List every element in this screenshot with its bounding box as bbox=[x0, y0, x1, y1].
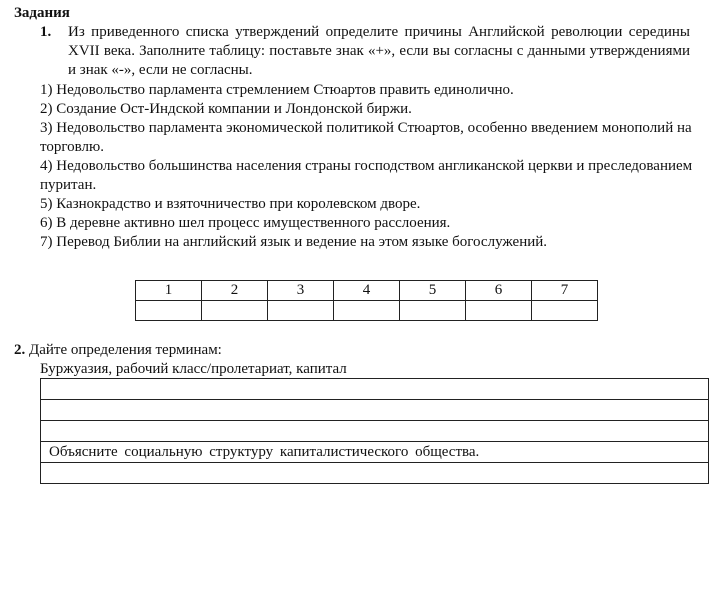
answer-table-header-cell: 6 bbox=[466, 281, 532, 301]
answer-table-header-cell: 1 bbox=[136, 281, 202, 301]
answer-cell[interactable] bbox=[466, 301, 532, 321]
statement-item: 5) Казнокрадство и взяточничество при королевском дворе. bbox=[40, 196, 421, 212]
answer-line[interactable] bbox=[41, 421, 709, 442]
task-2-prompt: Дайте определения терминам: bbox=[29, 342, 222, 358]
answer-cell[interactable] bbox=[268, 301, 334, 321]
answer-line[interactable] bbox=[41, 400, 709, 421]
answer-cell[interactable] bbox=[532, 301, 598, 321]
answer-cell[interactable] bbox=[202, 301, 268, 321]
task-1-text: Из приведенного списка утверждений определите причины Английской революции середины XVII века. Заполните таблицу: поставьте знак «+», если вы согласны с данными утверждениями и знак «-», если не согласны. bbox=[68, 24, 690, 78]
answer-table-input-row bbox=[136, 301, 598, 321]
answer-table-header-cell: 7 bbox=[532, 281, 598, 301]
answer-cell[interactable] bbox=[400, 301, 466, 321]
answer-table-header-cell: 5 bbox=[400, 281, 466, 301]
page-heading: Задания bbox=[14, 5, 70, 21]
task-1-number: 1. bbox=[40, 24, 52, 40]
answer-cell[interactable] bbox=[334, 301, 400, 321]
statement-item: 1) Недовольство парламента стремлением Стюартов править единолично. bbox=[40, 82, 514, 98]
statement-item: 3) Недовольство парламента экономической политикой Стюартов, особенно введением монополий на торговлю. bbox=[40, 120, 692, 155]
answer-table-header-row bbox=[136, 281, 598, 301]
statement-item: 7) Перевод Библии на английский язык и ведение на этом языке богослужений. bbox=[40, 234, 548, 250]
answer-line[interactable] bbox=[41, 379, 709, 400]
task-2 bbox=[14, 341, 222, 360]
answer-table-header-cell: 2 bbox=[202, 281, 268, 301]
statement-list bbox=[40, 81, 708, 252]
task-2-terms: Буржуазия, рабочий класс/пролетариат, капитал bbox=[40, 361, 347, 377]
explain-prompt: Объясните социальную структуру капиталистического общества. bbox=[41, 442, 709, 463]
answer-lines bbox=[40, 378, 709, 484]
answer-table-header-cell: 3 bbox=[268, 281, 334, 301]
answer-cell[interactable] bbox=[136, 301, 202, 321]
answer-table-header-cell: 4 bbox=[334, 281, 400, 301]
task-1 bbox=[40, 23, 690, 80]
statement-item: 4) Недовольство большинства населения страны господством англиканской церкви и преследованием пуритан. bbox=[40, 158, 693, 193]
answer-line[interactable] bbox=[41, 463, 709, 484]
statement-item: 6) В деревне активно шел процесс имущественного расслоения. bbox=[40, 215, 451, 231]
answer-table bbox=[135, 280, 598, 321]
task-2-number: 2. bbox=[14, 342, 26, 358]
statement-item: 2) Создание Ост-Индской компании и Лондонской биржи. bbox=[40, 101, 412, 117]
